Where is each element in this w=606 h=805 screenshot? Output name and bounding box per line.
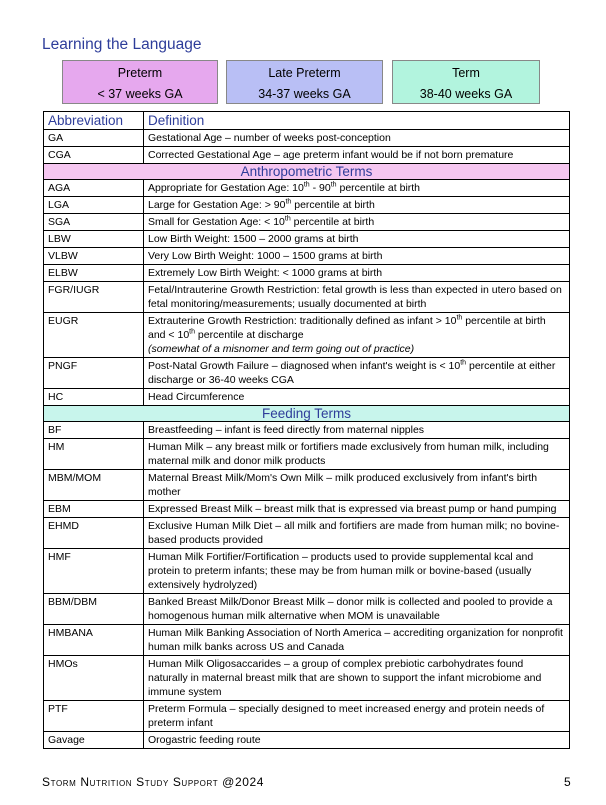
abbreviation-cell: Gavage [44, 732, 144, 749]
abbreviation-cell: FGR/IUGR [44, 282, 144, 313]
definition-text: Exclusive Human Milk Diet – all milk and fortifiers are made from human milk; no bovine-based products provided [148, 520, 560, 546]
definition-cell [144, 130, 570, 147]
definition-cell [144, 439, 570, 470]
section-title: Feeding Terms [44, 406, 570, 422]
ga-category-late-preterm [226, 60, 383, 104]
footer-text: Storm Nutrition Study Support @2024 [42, 775, 265, 789]
abbreviation-cell: MBM/MOM [44, 470, 144, 501]
abbreviation-cell: PNGF [44, 358, 144, 389]
definition-cell [144, 470, 570, 501]
abbreviation-cell: EBM [44, 501, 144, 518]
definition-text: Orogastric feeding route [148, 734, 261, 746]
abbreviation-cell: CGA [44, 147, 144, 164]
table-row [44, 313, 570, 358]
abbreviation-cell: EUGR [44, 313, 144, 358]
definition-text: Large for Gestation Age: > 90th percentile at birth [148, 198, 375, 211]
table-row [44, 389, 570, 406]
definition-cell [144, 518, 570, 549]
definition-cell [144, 732, 570, 749]
table-row [44, 732, 570, 749]
definition-text: Appropriate for Gestation Age: 10th - 90th percentile at birth [148, 181, 421, 194]
definition-text: Human Milk Banking Association of North America – accrediting organization for nonprofit human milk banks across US and Canada [148, 627, 563, 653]
abbreviation-cell: HMF [44, 549, 144, 594]
table-row [44, 180, 570, 197]
definition-text: Gestational Age – number of weeks post-conception [148, 132, 391, 144]
table-row [44, 518, 570, 549]
page-number: 5 [564, 775, 571, 789]
definition-cell [144, 358, 570, 389]
ga-category-range: < 37 weeks GA [97, 87, 183, 101]
abbreviation-cell: VLBW [44, 248, 144, 265]
definition-cell [144, 231, 570, 248]
abbreviation-cell: AGA [44, 180, 144, 197]
definition-cell [144, 265, 570, 282]
definition-cell [144, 701, 570, 732]
definition-cell [144, 180, 570, 197]
definition-cell [144, 594, 570, 625]
ga-category-preterm [62, 60, 218, 104]
definition-cell [144, 422, 570, 439]
definition-header: Definition [144, 112, 570, 130]
definition-text: Human Milk Oligosaccarides – a group of complex prebiotic carbohydrates found naturally in maternal breast milk that are shown to support the infant microbiome and immune system [148, 658, 542, 698]
abbreviation-cell: HMOs [44, 656, 144, 701]
ga-category-label: Term [452, 66, 480, 80]
ga-category-range: 34-37 weeks GA [258, 87, 351, 101]
feeding-section-header [44, 406, 570, 422]
definition-note: (somewhat of a misnomer and term going out of practice) [148, 343, 415, 355]
definition-text: Extrauterine Growth Restriction: traditionally defined as infant > 10th percentile at birth and < 10th percentile at discharge [148, 314, 546, 341]
section-title: Anthropometric Terms [44, 164, 570, 180]
definition-cell [144, 197, 570, 214]
abbreviation-cell: BBM/DBM [44, 594, 144, 625]
definition-cell [144, 214, 570, 231]
definition-text: Fetal/Intrauterine Growth Restriction: fetal growth is less than expected in utero based on fetal monitoring/measurements; usually documented at birth [148, 284, 562, 310]
table-row [44, 130, 570, 147]
definition-text: Extremely Low Birth Weight: < 1000 grams at birth [148, 267, 383, 279]
terms-table [43, 111, 570, 749]
abbreviation-cell: LBW [44, 231, 144, 248]
abbreviation-cell: HMBANA [44, 625, 144, 656]
terms-table-body [44, 130, 570, 749]
definition-cell [144, 389, 570, 406]
abbreviation-cell: SGA [44, 214, 144, 231]
definition-cell [144, 313, 570, 358]
table-row [44, 197, 570, 214]
definition-text: Maternal Breast Milk/Mom's Own Milk – milk produced exclusively from infant's birth mother [148, 472, 538, 498]
page-title: Learning the Language [42, 36, 202, 53]
definition-cell [144, 147, 570, 164]
table-row [44, 147, 570, 164]
anthropometric-section-header [44, 164, 570, 180]
table-row [44, 470, 570, 501]
abbreviation-cell: LGA [44, 197, 144, 214]
ga-category-range: 38-40 weeks GA [419, 87, 513, 101]
definition-cell [144, 248, 570, 265]
table-row [44, 265, 570, 282]
definition-cell [144, 501, 570, 518]
table-header-row [44, 112, 570, 130]
abbreviation-cell: ELBW [44, 265, 144, 282]
table-row [44, 439, 570, 470]
table-row [44, 549, 570, 594]
definition-cell [144, 282, 570, 313]
ga-category-label: Preterm [117, 66, 163, 80]
table-row [44, 358, 570, 389]
table-row [44, 231, 570, 248]
definition-text: Low Birth Weight: 1500 – 2000 grams at birth [148, 233, 359, 245]
table-row [44, 214, 570, 231]
definition-cell [144, 625, 570, 656]
abbreviation-cell: HM [44, 439, 144, 470]
table-row [44, 701, 570, 732]
table-row [44, 248, 570, 265]
definition-cell [144, 549, 570, 594]
definition-text: Very Low Birth Weight: 1000 – 1500 grams at birth [148, 250, 383, 262]
abbreviation-cell: PTF [44, 701, 144, 732]
abbreviation-cell: GA [44, 130, 144, 147]
definition-text: Preterm Formula – specially designed to meet increased energy and protein needs of preterm infant [148, 703, 545, 729]
definition-text: Human Milk – any breast milk or fortifiers made exclusively from human milk, including maternal milk and donor milk products [148, 441, 549, 467]
table-row [44, 594, 570, 625]
definition-text: Small for Gestation Age: < 10th percentile at birth [148, 215, 375, 228]
definition-text: Banked Breast Milk/Donor Breast Milk – donor milk is collected and pooled to provide a homogenous human milk alternative when MOM is unavailable [148, 596, 553, 622]
table-row [44, 501, 570, 518]
abbreviation-cell: EHMD [44, 518, 144, 549]
definition-text: Human Milk Fortifier/Fortification – products used to provide supplemental kcal and protein to preterm infants; these may be from human milk or bovine-based (usually extensively hydrolyzed) [148, 551, 534, 591]
table-row [44, 656, 570, 701]
definition-text: Post-Natal Growth Failure – diagnosed when infant's weight is < 10th percentile at either discharge or 36-40 weeks CGA [148, 359, 556, 386]
ga-category-term [392, 60, 540, 104]
definition-text: Corrected Gestational Age – age preterm infant would be if not born premature [148, 149, 514, 161]
abbreviation-cell: HC [44, 389, 144, 406]
definition-text: Head Circumference [148, 391, 245, 403]
abbreviation-cell: BF [44, 422, 144, 439]
ga-category-label: Late Preterm [268, 66, 341, 80]
definition-text: Expressed Breast Milk – breast milk that is expressed via breast pump or hand pumping [148, 503, 557, 515]
table-row [44, 282, 570, 313]
table-row [44, 625, 570, 656]
definition-text: Breastfeeding – infant is feed directly from maternal nipples [148, 424, 425, 436]
table-row [44, 422, 570, 439]
definition-cell [144, 656, 570, 701]
abbreviation-header: Abbreviation [44, 112, 144, 130]
